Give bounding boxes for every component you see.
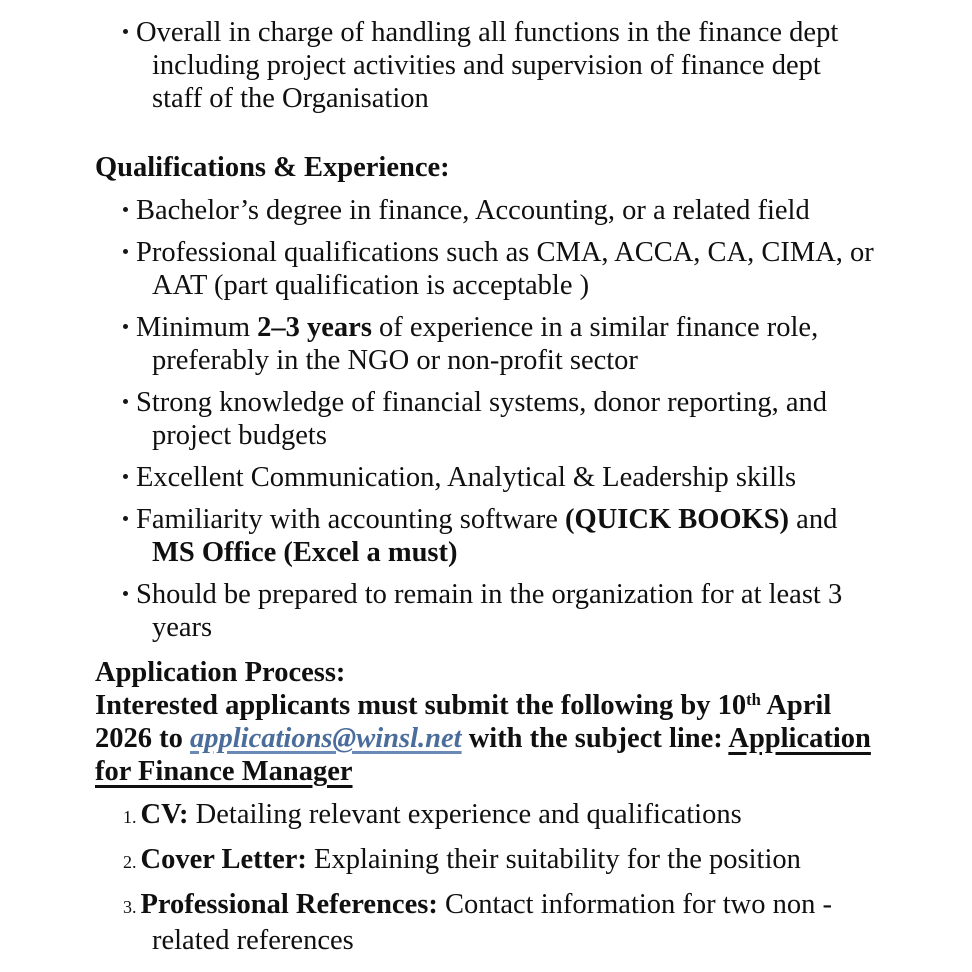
email-link[interactable]: applications@winsl.net (190, 723, 462, 754)
qualification-text: and (789, 504, 838, 535)
bullet-icon (123, 399, 128, 404)
submission-steps-list (95, 798, 892, 957)
list-item (95, 194, 892, 227)
list-item (95, 386, 892, 452)
qualification-text: preferably in the NGO or non-profit sector (152, 345, 638, 376)
list-item (95, 461, 892, 494)
list-item (95, 311, 892, 377)
step-text: Explaining their suitability for the position (306, 844, 801, 875)
qualification-text: Should be prepared to remain in the organization for at least 3 (136, 579, 843, 610)
qualification-text: Minimum (136, 312, 258, 343)
application-process-section (95, 656, 892, 788)
step-label: CV: (140, 799, 189, 830)
step-number: 1. (123, 807, 137, 827)
step-label: Professional References: (140, 889, 438, 920)
qualification-text: project budgets (152, 420, 327, 451)
subject-line-text: Application (728, 723, 871, 754)
list-item (95, 843, 892, 879)
list-item (95, 888, 892, 957)
application-text: April (760, 690, 832, 721)
qualification-text: Strong knowledge of financial systems, donor reporting, and (136, 387, 827, 418)
list-item (95, 798, 892, 834)
bullet-icon (123, 474, 128, 479)
step-number: 2. (123, 852, 137, 872)
duty-text: staff of the Organisation (152, 83, 429, 114)
step-number: 3. (123, 897, 137, 917)
bullet-icon (123, 516, 128, 521)
duty-text: Overall in charge of handling all functions in the finance dept (136, 17, 839, 48)
list-item (95, 578, 892, 644)
application-text: Interested applicants must submit the following by 10 (95, 690, 747, 721)
application-text-line (95, 689, 892, 722)
qualification-text: Excellent Communication, Analytical & Leadership skills (136, 462, 797, 493)
step-label: Cover Letter: (140, 844, 307, 875)
qualifications-heading: Qualifications & Experience: (95, 152, 450, 183)
duty-text: including project activities and supervision of finance dept (152, 50, 821, 81)
bullet-icon (123, 207, 128, 212)
list-item (95, 236, 892, 302)
step-text: Contact information for two non - (437, 889, 832, 920)
application-text: 2026 to (95, 723, 190, 754)
qualification-text: Familiarity with accounting software (136, 504, 565, 535)
qualification-text: years (152, 612, 213, 643)
qualification-bold-text: MS Office (Excel a must) (152, 537, 458, 568)
application-text-line (95, 722, 892, 755)
qualification-text: of experience in a similar finance role, (371, 312, 819, 343)
bullet-icon (123, 324, 128, 329)
application-text-line (95, 755, 892, 788)
step-text: related references (152, 925, 354, 956)
application-heading: Application Process: (95, 657, 346, 688)
qualification-text: AAT (part qualification is acceptable ) (152, 270, 590, 301)
bullet-icon (123, 249, 128, 254)
application-text: with the subject line: (461, 723, 729, 754)
bullet-icon (123, 29, 128, 34)
qualification-text: Professional qualifications such as CMA, ACCA, CA, CIMA, or (136, 237, 874, 268)
subject-line-text: for Finance Manager (95, 756, 353, 787)
qualification-text: Bachelor’s degree in finance, Accounting, or a related field (136, 195, 810, 226)
list-item (95, 503, 892, 569)
ordinal-suffix: th (746, 690, 761, 709)
duty-line (95, 16, 892, 49)
qualification-bold-text: 2–3 years (257, 312, 372, 343)
list-item (95, 16, 892, 115)
bullet-icon (123, 591, 128, 596)
qualification-bold-text: (QUICK BOOKS) (564, 504, 790, 535)
step-text: Detailing relevant experience and qualifications (188, 799, 742, 830)
